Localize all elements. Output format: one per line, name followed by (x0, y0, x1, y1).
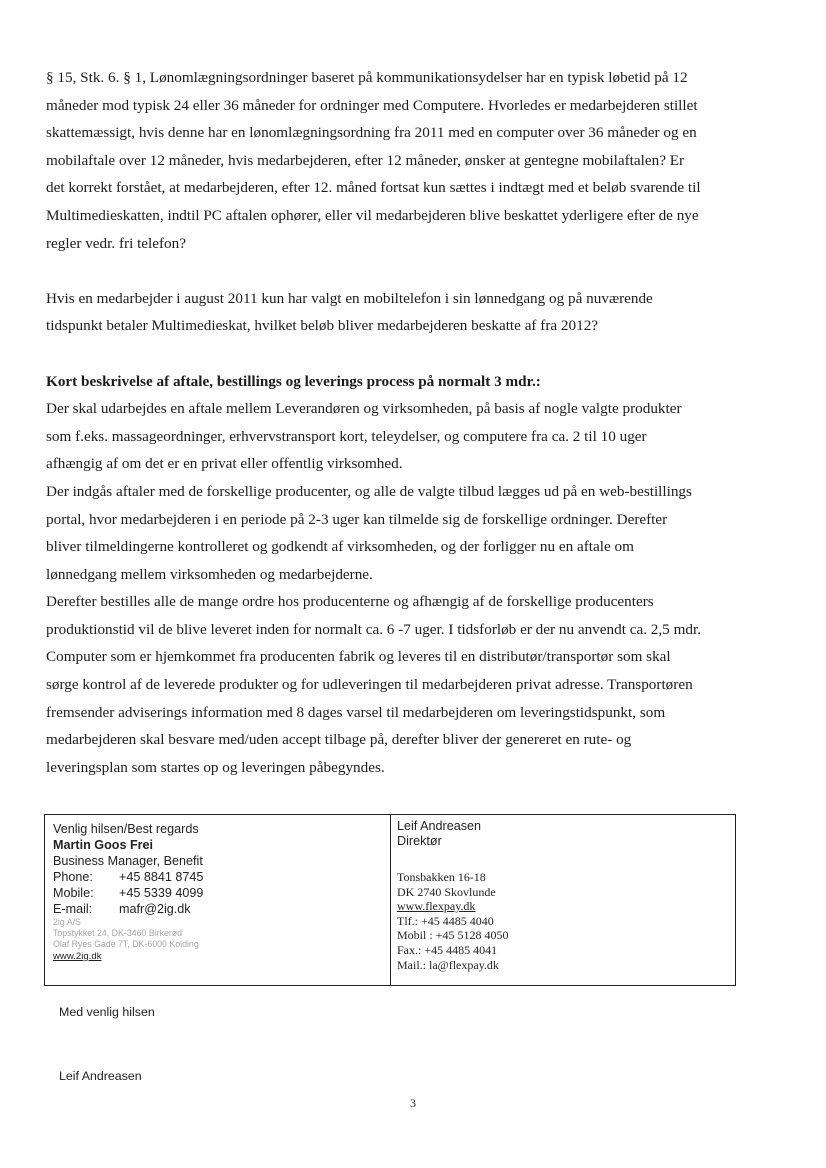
signature-title: Direktør (397, 834, 442, 848)
text-line: skattemæssigt, hvis denne har en lønomlægningsordning fra 2011 med en computer over 36 måneder og en (46, 124, 697, 142)
signature-title: Business Manager, Benefit (53, 854, 203, 868)
closing-name: Leif Andreasen (59, 1069, 142, 1083)
text-line: afhængig af om det er en privat eller offentlig virksomhed. (46, 455, 403, 473)
phone-label: Phone: (53, 870, 93, 884)
text-line: tidspunkt betaler Multimedieskat, hvilket beløb bliver medarbejderen beskatte af fra 2012? (46, 317, 599, 335)
text-line: Derefter bestilles alle de mange ordre hos producenterne og afhængig af de forskellige producenters (46, 593, 654, 611)
street-address: Tonsbakken 16-18 (397, 870, 486, 884)
text-line: produktionstid vil de blive leveret inden for normalt ca. 6 -7 uger. I tidsforløb er der nu anvendt ca. 2,5 mdr. (46, 620, 701, 638)
page-number: 3 (410, 1096, 416, 1110)
website-link[interactable]: www.2ig.dk (53, 951, 102, 962)
fax-line: Fax.: +45 4485 4041 (397, 942, 498, 957)
text-line: bliver tilmeldingerne kontrolleret og godkendt af virksomheden, og der forligger nu en aftale om (46, 538, 634, 556)
contact-block (397, 870, 735, 972)
signature-name: Leif Andreasen (397, 819, 482, 833)
text-line: medarbejderen skal besvare med/uden accept tilbage på, derefter bliver der genereret en rute- og (46, 731, 632, 749)
email-row (53, 901, 390, 917)
text-line: det korrekt forstået, at medarbejderen, efter 12. måned fortsat kun sættes i indtægt med et beløb svarende til (46, 179, 701, 197)
text-line: sørge kontrol af de leverede produkter og for udleveringen til medarbejderen privat adresse. Transportøren (46, 676, 693, 694)
company-address-2: Olaf Ryes Gade 7T, DK-6000 Kolding (53, 939, 199, 949)
paragraph-portal (46, 478, 786, 588)
signature-table (44, 814, 736, 986)
text-line: regler vedr. fri telefon? (46, 234, 186, 252)
company-address-1: Topstykket 24, DK-3460 Birkerød (53, 928, 183, 938)
paragraph-tax-question-2 (46, 285, 786, 340)
website-link[interactable]: www.flexpay.dk (397, 899, 476, 914)
paragraph-tax-question-1 (46, 64, 786, 257)
closing-greeting: Med venlig hilsen (59, 1005, 155, 1019)
mail-line: Mail.: la@flexpay.dk (397, 957, 499, 972)
text-line: som f.eks. massageordninger, erhvervstransport kort, teleydelser, og computere fra ca. 2 til 10 uger (46, 427, 647, 445)
phone-line: Tlf.: +45 4485 4040 (397, 913, 494, 928)
mobile-value: +45 5339 4099 (119, 886, 204, 900)
paragraph-delivery (46, 588, 786, 781)
process-heading: Kort beskrivelse af aftale, bestillings og leverings process på normalt 3 mdr.: (46, 372, 541, 390)
text-line: portal, hvor medarbejderen i en periode på 2-3 uger kan tilmelde sig de forskellige ordninger. Derefter (46, 510, 668, 528)
signature-martin (45, 815, 391, 985)
text-line: § 15, Stk. 6. § 1, Lønomlægningsordninger baseret på kommunikationsydelser har en typisk løbetid på 12 (46, 69, 688, 86)
text-line: lønnedgang mellem virksomheden og medarbejderne. (46, 565, 373, 583)
text-line: Hvis en medarbejder i august 2011 kun har valgt en mobiltelefon i sin lønnedgang og på nuværende (46, 289, 653, 307)
company-name: 2ig A/S (53, 917, 81, 927)
text-line: Computer som er hjemkommet fra producenten fabrik og leveres til en distributør/transportør som skal (46, 648, 671, 666)
text-line: leveringsplan som startes op og leveringen påbegyndes. (46, 758, 385, 776)
mobile-label: Mobile: (53, 886, 94, 900)
text-line: mobilaftale over 12 måneder, hvis medarbejderen, efter 12 måneder, ønsker at gentegne mobilaftalen? Er (46, 151, 685, 169)
text-line: Der skal udarbejdes en aftale mellem Leverandøren og virksomheden, på basis af nogle valgte produkter (46, 400, 682, 418)
text-line: fremsender adviserings information med 8 dages varsel til medarbejderen om leveringstidspunkt, som (46, 703, 666, 721)
email-label: E-mail: (53, 902, 93, 916)
phone-row (53, 869, 390, 885)
text-line: Der indgås aftaler med de forskellige producenter, og alle de valgte tilbud lægges ud på en web-bestillings (46, 482, 692, 500)
signature-leif (391, 815, 735, 985)
mobile-line: Mobil : +45 5128 4050 (397, 928, 509, 943)
email-link[interactable]: mafr@2ig.dk (119, 902, 191, 916)
signature-name: Martin Goos Frei (53, 838, 154, 852)
text-line: måneder mod typisk 24 eller 36 måneder for ordninger med Computere. Hvorledes er medarbejderen stillet (46, 96, 698, 114)
text-line: Multimedieskatten, indtil PC aftalen ophører, eller vil medarbejderen blive beskattet yderligere efter de nye (46, 206, 699, 224)
mobile-row (53, 885, 390, 901)
paragraph-agreement (46, 395, 786, 478)
letter-body (46, 64, 786, 781)
signature-greeting: Venlig hilsen/Best regards (53, 822, 199, 836)
phone-value: +45 8841 8745 (119, 870, 204, 884)
city-address: DK 2740 Skovlunde (397, 884, 496, 899)
